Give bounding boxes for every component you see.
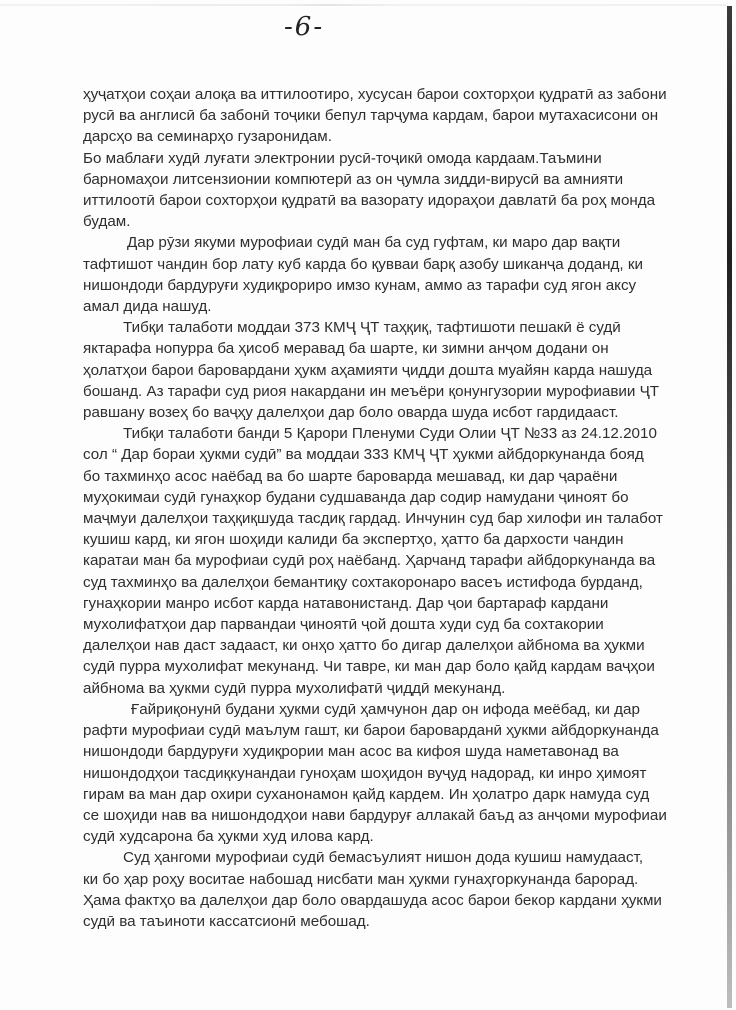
text-line: бо тахминҳо асос наёбад ва бо шарте баровaрда мешавад, ки дар ҷараёни <box>83 467 618 485</box>
text-line: ки бо ҳар роҳу воситае набошад нисбати ман ҳукми гунаҳгоркунанда барорад. <box>83 870 639 888</box>
text-line: судӣ ва таъиноти кассатсионӣ мебошад. <box>83 912 370 930</box>
text-line: судӣ пурра мухолифат мекунанд. Чи тавре, ки ман дар боло қайд кардам ваҷҳои <box>83 658 655 676</box>
text-line: нишондоди бардуруғи худиқрории ман асос ва кифоя шуда наметавонад ва <box>83 743 619 761</box>
text-line: бошанд. Аз тарафи суд риоя накардани ин меъёри қонунгузории мурофиавии ҶТ <box>83 382 659 400</box>
text-line: нишондодҳои тасдиқкунандаи гуноҳам шоҳидон вуҷуд надорад, ки инро ҳимоят <box>83 764 647 782</box>
text-line: равшану возеҳ бо ваҷҳу далелҳои дар боло оварда шуда исбот гардидааст. <box>83 404 619 422</box>
text-line: русӣ ва англисӣ ба забонӣ тоҷики бепул тарҷума кардам, барои мутахасисони он <box>83 107 659 125</box>
page-number: -6- <box>284 12 325 42</box>
text-line: барномаҳои литсензионии компютерӣ аз он ҷумла зидди-вирусӣ ва амнияти <box>83 170 624 188</box>
text-line: амал дида нашуд. <box>83 298 212 316</box>
text-line: будам. <box>83 213 131 231</box>
text-line: мухолифатҳои дар парвандаи ҷиноятӣ ҷой дошта худи суд ба сохтакории <box>83 616 604 634</box>
text-line: Ҳама фактҳо ва далелҳои дар боло овардашуда асос барои бекор кардани ҳукми <box>83 891 662 909</box>
text-line: суд тахминҳо ва далелҳои бемантиқу сохтакоронаро васеъ истифода бурданд, <box>83 573 643 591</box>
text-line: рафти мурофиаи судӣ маълум гашт, ки барои баровардaнӣ ҳукми айбдоркунанда <box>83 722 659 740</box>
text-line: Тибқи талаботи моддаи 373 КМҶ ҶТ таҳқиқ, тафтишоти пешакӣ ё судӣ <box>123 319 621 337</box>
text-line: Дар рӯзи якуми мурофиаи судӣ ман ба суд гуфтам, ки маро дар вақти <box>127 234 621 252</box>
text-line: ҳуҷатҳои соҳаи алоқа ва иттилоотиро, хусусан барои сохторҳои қудратӣ аз забони <box>83 86 667 103</box>
scan-top-edge <box>0 4 726 6</box>
text-line: Суд ҳангоми мурофиаи судӣ бемасъулият нишон дода кушиш намудааст, <box>123 849 644 867</box>
text-line: кушиш кард, ки ягон шоҳиди калиди ба экспертҳо, ҳатто ба дархости чандин <box>83 531 624 549</box>
text-line: муҳокимаи судӣ гунаҳкор будани судшаванда дар содир намудани ҷиноят бо <box>83 488 629 506</box>
text-line: сол “ Дар бораи ҳукми судӣ” ва моддаи 333 КМҶ ҶТ ҳукми айбдоркунанда бояд <box>83 446 644 464</box>
text-line: гунаҳкории манро исбот карда натавонистанд. Дар ҷои бартараф кардани <box>83 594 609 612</box>
text-line: далелҳои нав даст задааст, ки онҳо ҳатто бо дигар далелҳои айбнома ва ҳукми <box>83 637 645 655</box>
text-line: айбнома ва ҳукми судӣ пурра мухолифатӣ ҷиддӣ мекунанд. <box>83 679 506 697</box>
text-line: иттилоотӣ барои сохторҳои қудратӣ ва вазорату идораҳои давлатӣ ба роҳ монда <box>83 192 656 210</box>
scan-right-edge <box>727 6 732 1008</box>
text-line: гирам ва ман дар охири суханонамон қайд кардем. Ин ҳолатро дарк намуда суд <box>83 785 650 803</box>
text-line: Ғайриқонунӣ будани ҳукми судӣ ҳамчунон дар он ифода меёбад, ки дар <box>131 700 640 718</box>
text-line: дарсҳо ва семинарҳо гузаронидам. <box>83 128 332 146</box>
text-line: судӣ худсарона ба ҳукми худ илова кард. <box>83 828 374 846</box>
text-line: Тибқи талаботи банди 5 Қарори Пленуми Суди Олии ҶТ №33 аз 24.12.2010 <box>123 425 657 443</box>
text-line: тафтишот чандин бор лату куб карда бо қувваи барқ азобу шиканҷа доданд, ки <box>83 255 643 273</box>
document-body <box>83 84 693 932</box>
text-line: се шоҳиди нав ва нишондодҳои нави бардуруғ аллакай баъд аз анҷоми мурофиаи <box>83 806 667 824</box>
text-line: Бо маблағи худӣ луғати электронии русӣ-тоҷикӣ омода кардаам.Таъмини <box>83 149 602 167</box>
text-line: ҳолатҳои барои баровардани ҳукм аҳамияти ҷидди дошта муайян карда нашуда <box>83 361 653 379</box>
text-line: каратаи ман ба мурофиаи судӣ роҳ наёбанд. Ҳарчанд тарафи айбдоркунанда ва <box>83 552 656 570</box>
text-line: нишондоди бардуруғи худиқрориро имзо кунам, аммо аз тарафи суд ягон аксу <box>83 276 637 294</box>
text-line: маҷмуи далелҳои таҳқиқшуда тасдиқ гардад. Инчунин суд бар хилофи ин талабот <box>83 510 663 528</box>
text-line: яктарафа нопурра ба ҳисоб меравад ба шарте, ки зимни анҷом додани он <box>83 340 609 358</box>
